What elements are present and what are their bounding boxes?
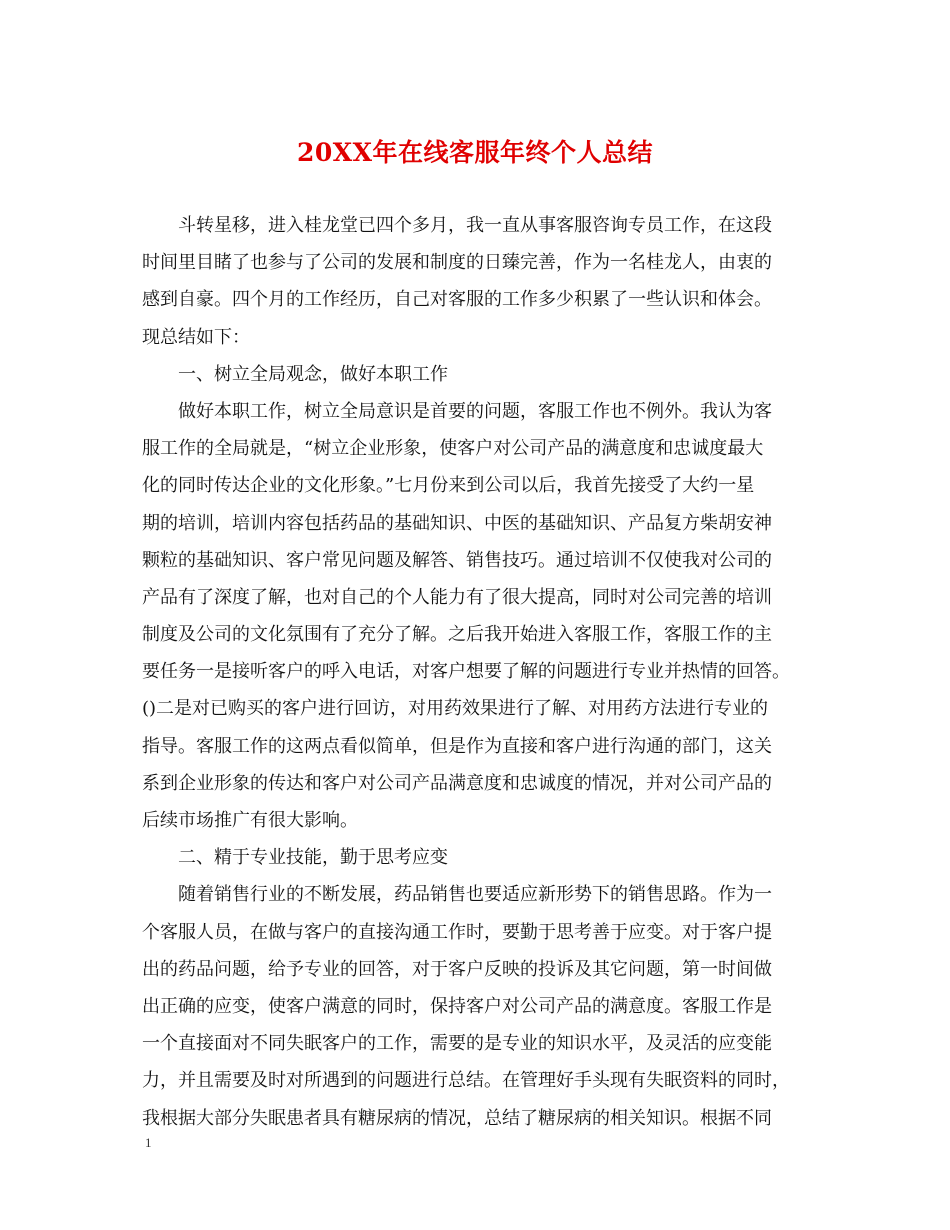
body-line: 斗转星移，进入桂龙堂已四个多月，我一直从事客服咨询专员工作，在这段 bbox=[142, 215, 772, 236]
body-line: 化的同时传达企业的文化形象。”七月份来到公司以后，我首先接受了大约一星 bbox=[142, 475, 755, 497]
body-line: 做好本职工作，树立全局意识是首要的问题，客服工作也不例外。我认为客 bbox=[142, 400, 772, 422]
body-line: 期的培训，培训内容包括药品的基础知识、中医的基础知识、产品复方柴胡安神 bbox=[142, 512, 772, 534]
body-line: 制度及公司的文化氛围有了充分了解。之后我开始进入客服工作，客服工作的主 bbox=[142, 624, 772, 646]
body-line: 指导。客服工作的这两点看似简单，但是作为直接和客户进行沟通的部门，这关 bbox=[142, 735, 772, 757]
document-title: 20XX年在线客服年终个人总结 bbox=[296, 138, 654, 167]
section-heading-1: 一、树立全局观念，做好本职工作 bbox=[142, 363, 448, 385]
body-line: 颗粒的基础知识、客户常见问题及解答、销售技巧。通过培训不仅使我对公司的 bbox=[142, 549, 772, 571]
body-line: 出正确的应变，使客户满意的同时，保持客户对公司产品的满意度。客服工作是 bbox=[142, 995, 772, 1017]
document-body bbox=[142, 207, 802, 1137]
body-line: 服工作的全局就是，“树立企业形象，使客户对公司产品的满意度和忠诚度最大 bbox=[142, 438, 764, 460]
body-line: 要任务一是接听客户的呼入电话，对客户想要了解的问题进行专业并热情的回答。 bbox=[142, 661, 790, 683]
body-line: 系到企业形象的传达和客户对公司产品满意度和忠诚度的情况，并对公司产品的 bbox=[142, 772, 772, 794]
body-line: 我根据大部分失眠患者具有糖尿病的情况，总结了糖尿病的相关知识。根据不同 bbox=[142, 1107, 772, 1129]
body-line: 时间里目睹了也参与了公司的发展和制度的日臻完善，作为一名桂龙人，由衷的 bbox=[142, 252, 772, 274]
body-line: 随着销售行业的不断发展，药品销售也要适应新形势下的销售思路。作为一 bbox=[142, 884, 772, 906]
body-line: 产品有了深度了解，也对自己的个人能力有了很大提高，同时对公司完善的培训 bbox=[142, 586, 772, 608]
body-line: 感到自豪。四个月的工作经历，自己对客服的工作多少积累了一些认识和体会。 bbox=[142, 289, 772, 311]
body-line: 一个直接面对不同失眠客户的工作，需要的是专业的知识水平，及灵活的应变能 bbox=[142, 1033, 772, 1055]
body-line: 出的药品问题，给予专业的回答，对于客户反映的投诉及其它问题，第一时间做 bbox=[142, 958, 772, 980]
body-line: 个客服人员，在做与客户的直接沟通工作时，要勤于思考善于应变。对于客户提 bbox=[142, 921, 772, 943]
page-number: 1 bbox=[145, 1135, 152, 1150]
body-line: 力，并且需要及时对所遇到的问题进行总结。在管理好手头现有失眠资料的同时， bbox=[142, 1070, 790, 1092]
body-line: ()二是对已购买的客户进行回访，对用药效果进行了解、对用药方法进行专业的 bbox=[142, 698, 769, 720]
section-heading-2: 二、精于专业技能，勤于思考应变 bbox=[142, 847, 448, 869]
body-line: 现总结如下： bbox=[142, 326, 250, 348]
body-line: 后续市场推广有很大影响。 bbox=[142, 810, 358, 831]
